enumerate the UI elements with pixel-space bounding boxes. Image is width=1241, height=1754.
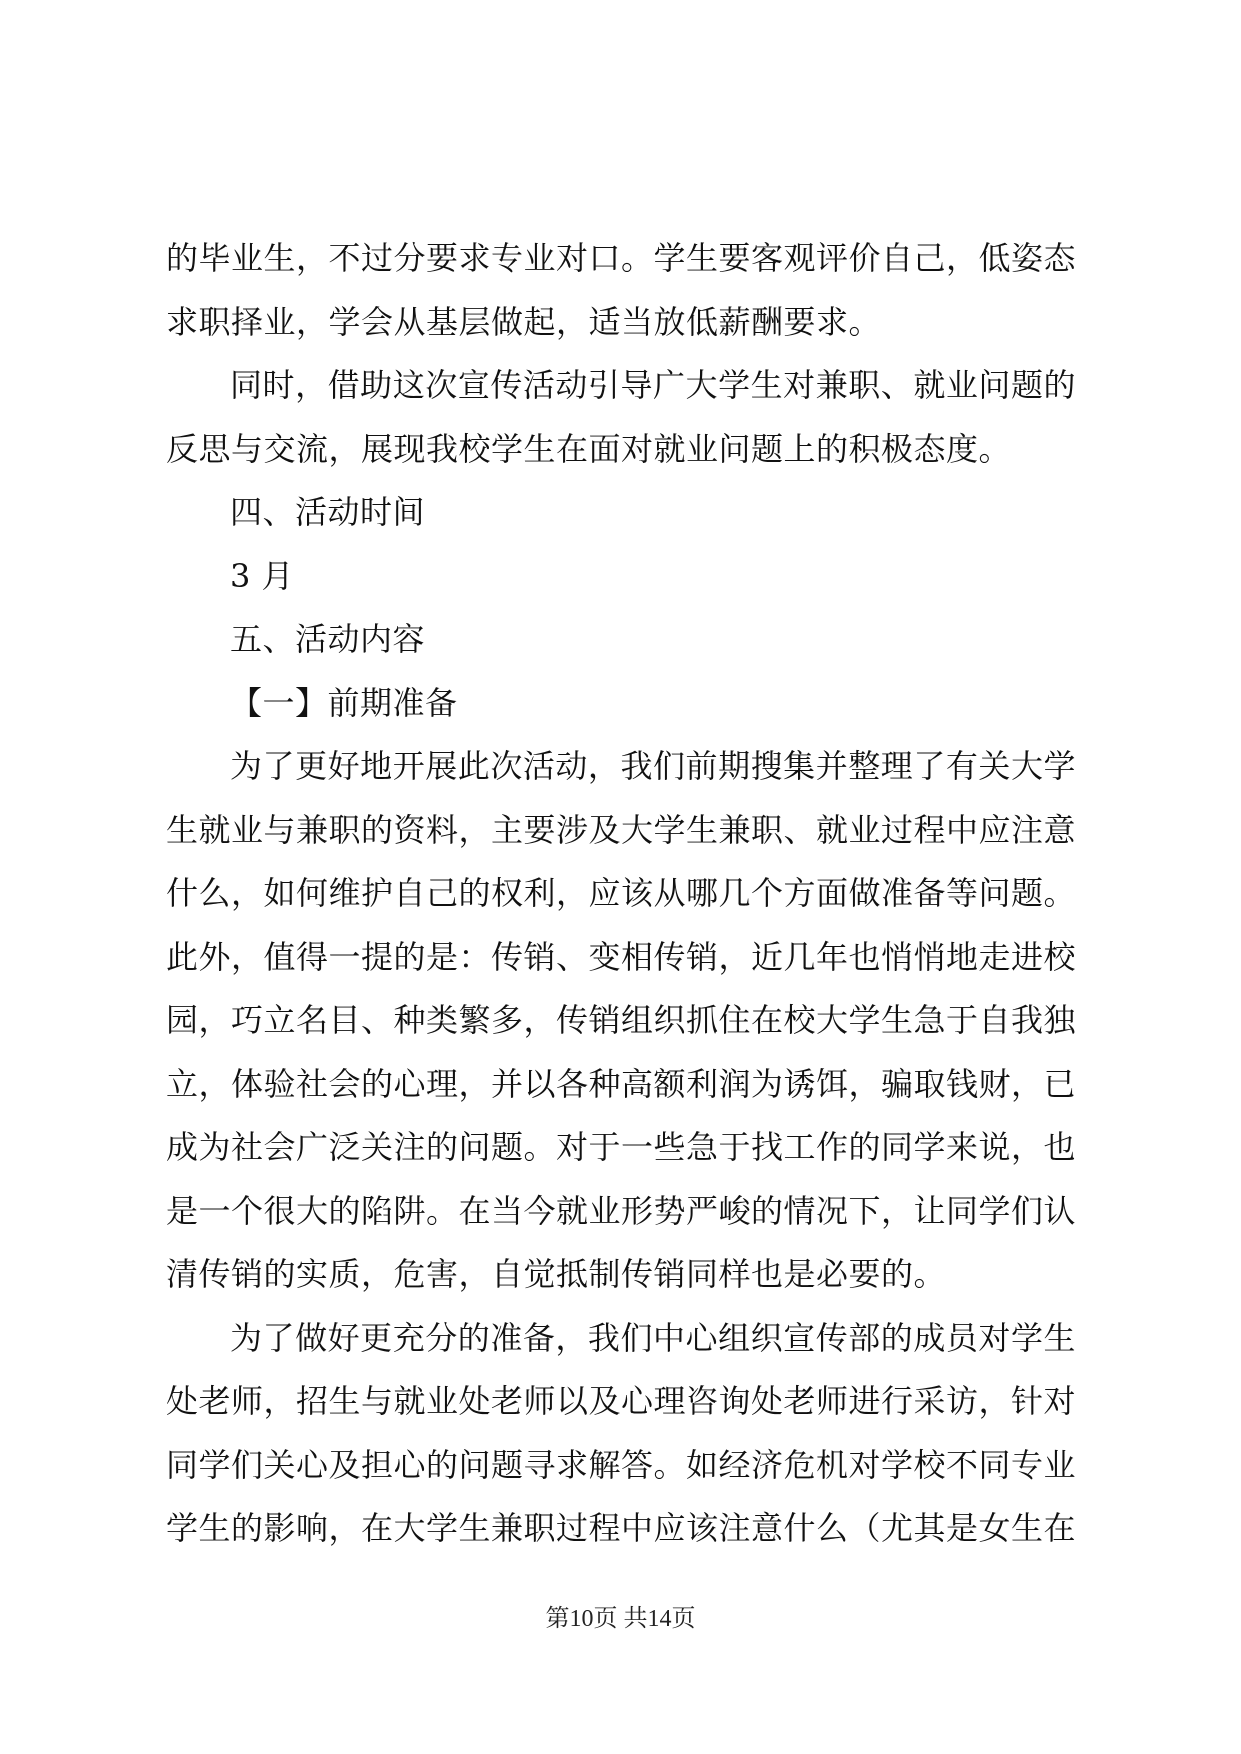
text-line: 此外，值得一提的是：传销、变相传销，近几年也悄悄地走进校 bbox=[166, 937, 1077, 976]
text-line: 生就业与兼职的资料，主要涉及大学生兼职、就业过程中应注意 bbox=[166, 810, 1077, 849]
paragraph bbox=[166, 227, 1076, 354]
text-line: 为了更好地开展此次活动，我们前期搜集并整理了有关大学 bbox=[230, 747, 1076, 785]
text-line: 成为社会广泛关注的问题。对于一些急于找工作的同学来说，也 bbox=[166, 1128, 1077, 1166]
section-heading bbox=[166, 608, 1076, 672]
paragraph bbox=[166, 1307, 1076, 1561]
text-line: 求职择业，学会从基层做起，适当放低薪酬要求。 bbox=[166, 302, 882, 341]
subsection-heading bbox=[166, 672, 1076, 736]
section-heading bbox=[166, 481, 1076, 545]
page-footer bbox=[0, 1604, 1241, 1634]
text-line: 学生的影响，在大学生兼职过程中应该注意什么（尤其是女生在 bbox=[166, 1509, 1077, 1547]
text-line: 什么，如何维护自己的权利，应该从哪几个方面做准备等问题。 bbox=[166, 874, 1077, 912]
text-line: 园，巧立名目、种类繁多，传销组织抓住在校大学生急于自我独 bbox=[166, 1001, 1077, 1039]
section-heading-text: 四、活动时间 bbox=[230, 493, 426, 531]
text-line: 立，体验社会的心理，并以各种高额利润为诱饵，骗取钱财，已 bbox=[166, 1064, 1077, 1103]
section-heading-text: 五、活动内容 bbox=[230, 620, 426, 658]
document-body bbox=[166, 227, 1076, 1561]
text-line: 同时，借助这次宣传活动引导广大学生对兼职、就业问题的 bbox=[230, 366, 1076, 404]
text-line: 3 月 bbox=[230, 556, 295, 595]
text-line: 的毕业生，不过分要求专业对口。学生要客观评价自己，低姿态 bbox=[166, 239, 1077, 277]
text-line: 处老师，招生与就业处老师以及心理咨询处老师进行采访，针对 bbox=[166, 1382, 1077, 1420]
text-line: 同学们关心及担心的问题寻求解答。如经济危机对学校不同专业 bbox=[166, 1445, 1077, 1484]
paragraph bbox=[166, 545, 1076, 609]
text-line: 为了做好更充分的准备，我们中心组织宣传部的成员对学生 bbox=[230, 1318, 1076, 1357]
text-line: 清传销的实质，危害，自觉抵制传销同样也是必要的。 bbox=[166, 1255, 947, 1293]
paragraph bbox=[166, 735, 1076, 1307]
text-line: 是一个很大的陷阱。在当今就业形势严峻的情况下，让同学们认 bbox=[166, 1191, 1077, 1230]
subsection-heading-text: 【一】前期准备 bbox=[230, 683, 458, 722]
page-number-label: 第10页 共14页 bbox=[545, 1606, 696, 1632]
paragraph bbox=[166, 354, 1076, 481]
text-line: 反思与交流，展现我校学生在面对就业问题上的积极态度。 bbox=[166, 429, 1012, 468]
